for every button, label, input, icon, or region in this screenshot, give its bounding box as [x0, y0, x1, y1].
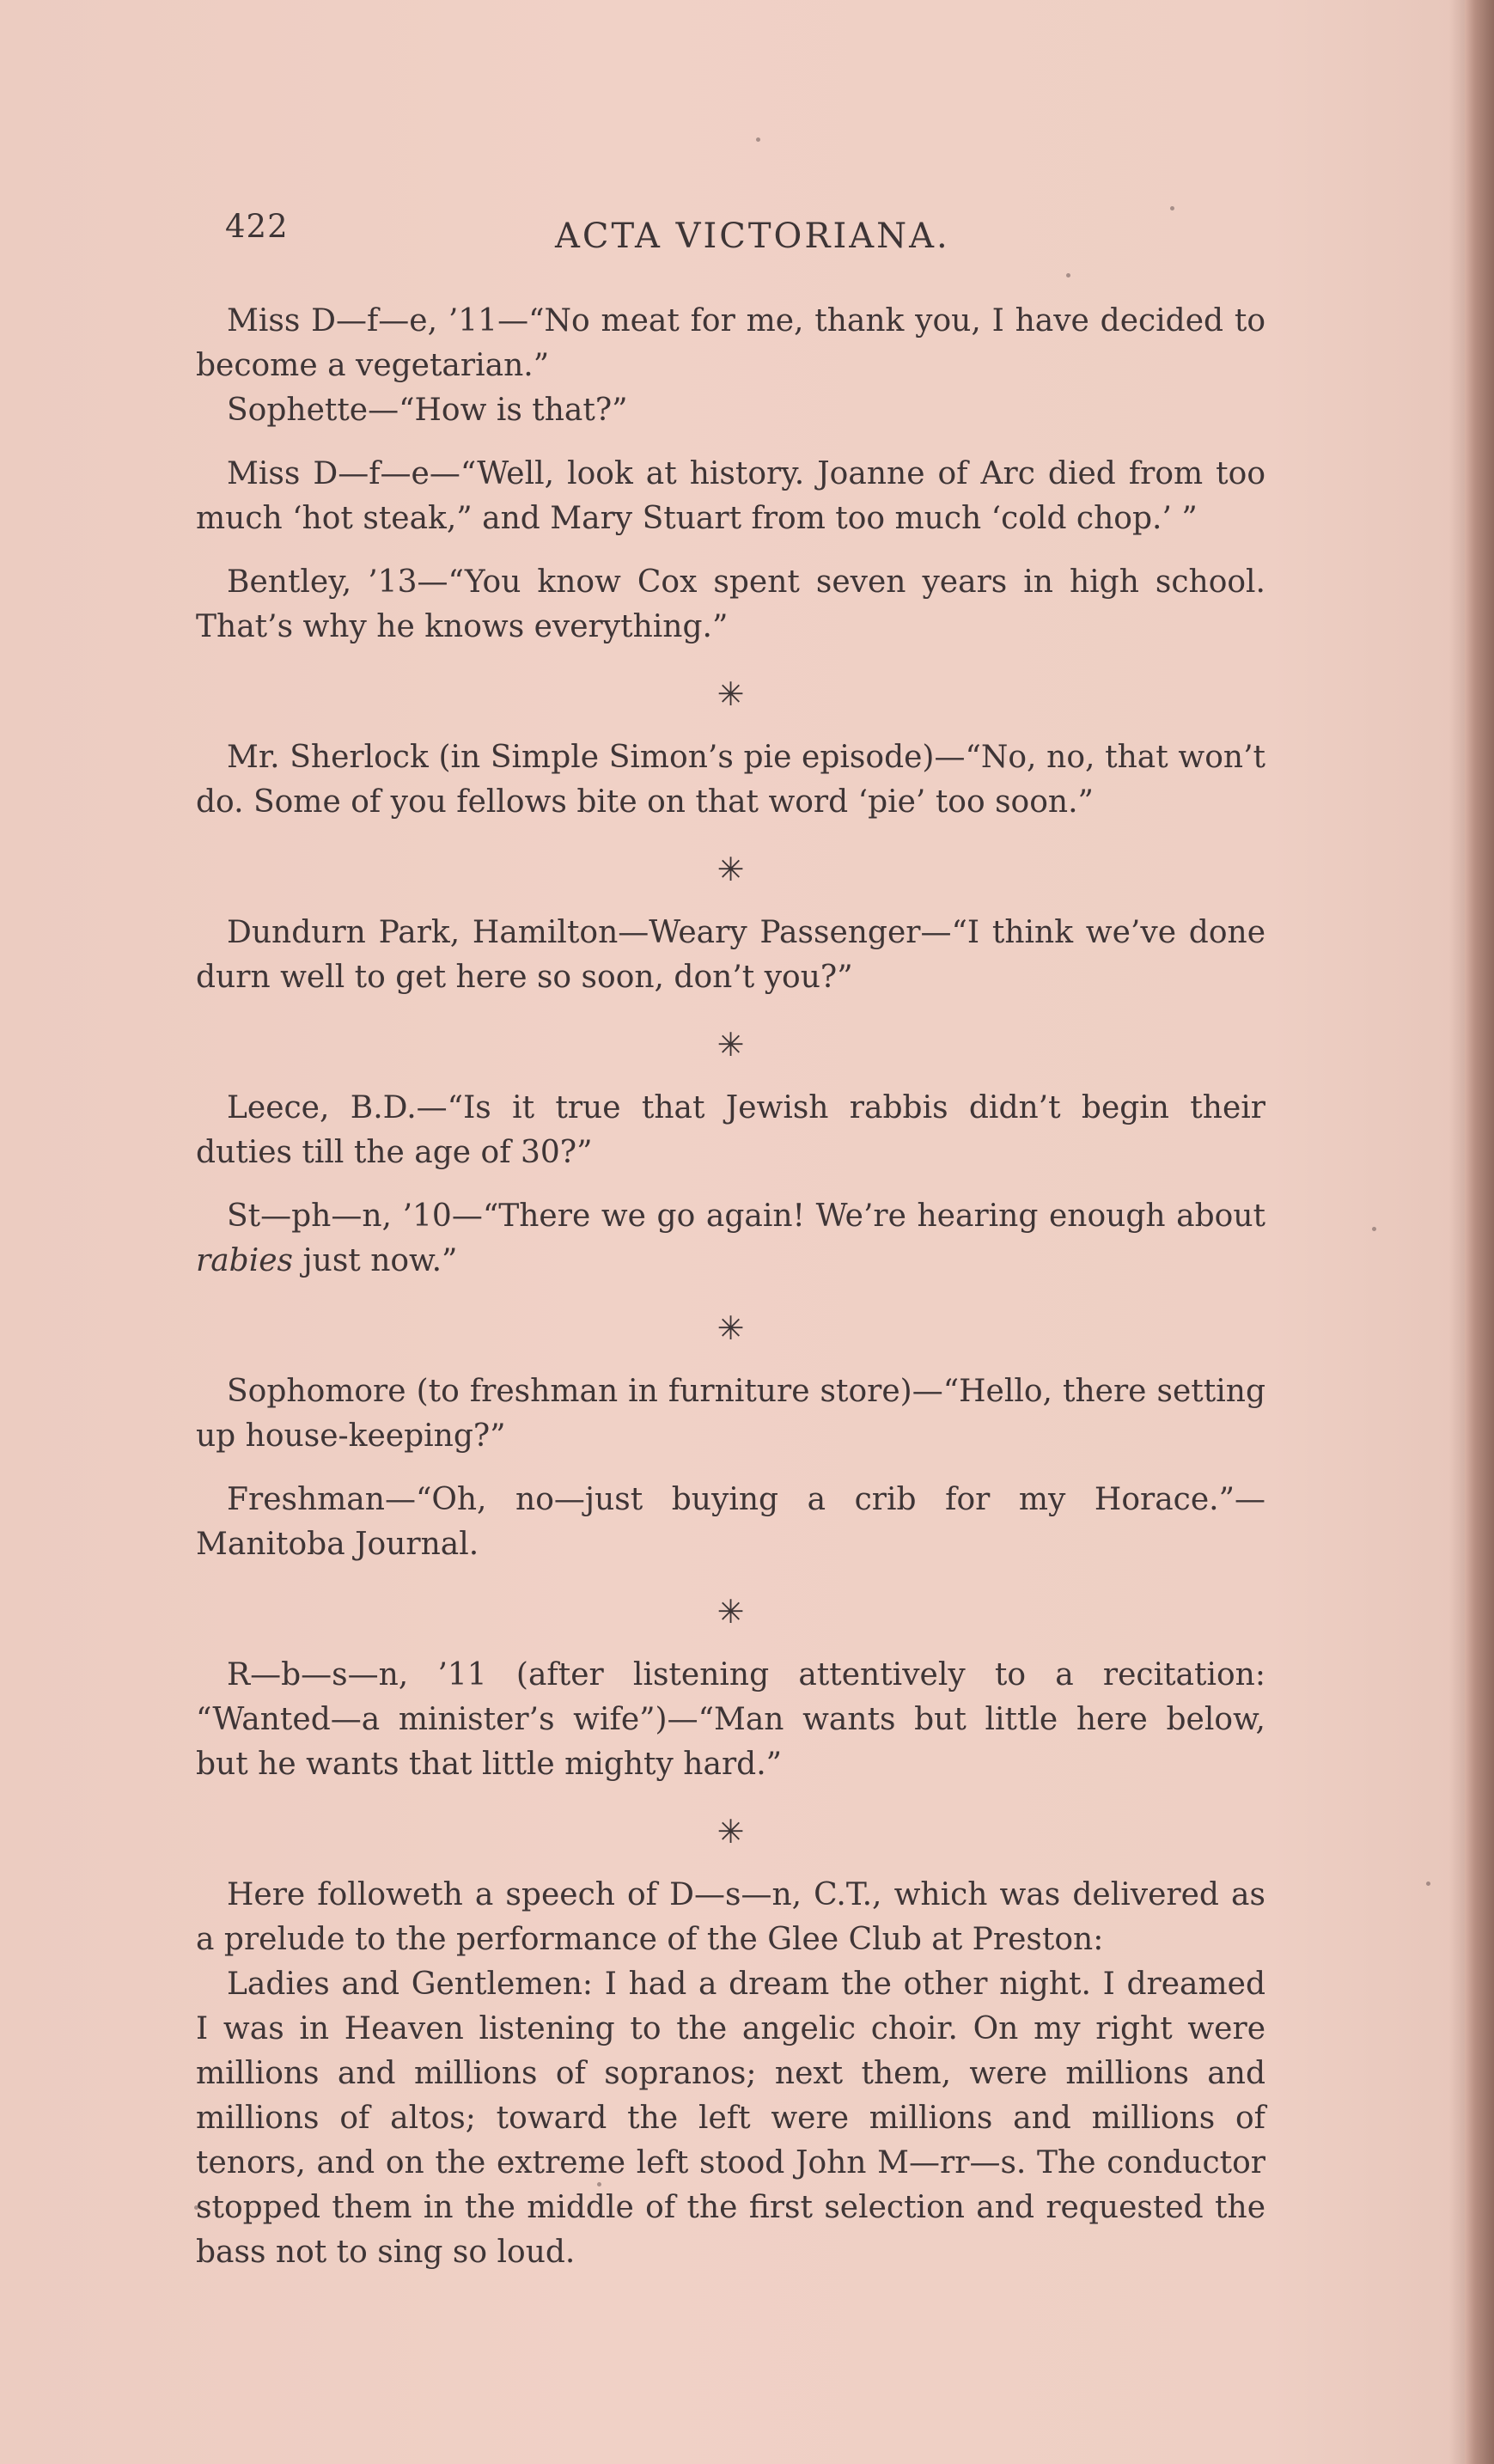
italic-word: rabies	[196, 1243, 294, 1278]
page-header	[225, 204, 1273, 265]
paragraph: Miss D—f—e, ’11—“No meat for me, thank you, I have decided to become a vegetarian.”	[196, 303, 1265, 383]
paragraph-text: just now.”	[302, 1243, 458, 1278]
paragraph-text: St—ph—n, ’10—“There we go again! We’re hearing enough about	[227, 1198, 1265, 1234]
paragraph: Mr. Sherlock (in Simple Simon’s pie episode)—“No, no, that won’t do. Some of you fellows bite on that word ‘pie’ too soon.”	[196, 740, 1265, 820]
section-separator: ✳	[717, 1593, 745, 1631]
section-separator: ✳	[717, 1309, 745, 1347]
running-head: ACTA VICTORIANA.	[555, 217, 950, 256]
paper-speck	[1372, 1227, 1376, 1231]
paragraph: Leece, B.D.—“Is it true that Jewish rabbis didn’t begin their duties till the age of 30?”	[196, 1090, 1265, 1170]
paragraph: Bentley, ’13—“You know Cox spent seven years in high school. That’s why he knows everything.”	[196, 564, 1265, 644]
paragraph: Dundurn Park, Hamilton—Weary Passenger—“I think we’ve done durn well to get here so soon, don’t you?”	[196, 915, 1265, 995]
paragraph: Sophomore (to freshman in furniture store)—“Hello, there setting up house-keeping?”	[196, 1374, 1265, 1454]
paragraph: Here followeth a speech of D—s—n, C.T., which was delivered as a prelude to the performance of the Glee Club at Preston:	[196, 1877, 1265, 1957]
spine-shadow	[1449, 0, 1465, 2464]
section-separator: ✳	[717, 675, 745, 713]
paragraph: Ladies and Gentlemen: I had a dream the other night. I dreamed I was in Heaven listening to the angelic choir. On my right were millions and millions of sopranos; next them, were millions and millions of altos; toward the left were millions and millions of tenors, and on the extreme left stood John M—rr—s. The conductor stopped them in the middle of the first selection and requested the bass not to sing so loud.	[196, 1967, 1265, 2270]
paragraph: Freshman—“Oh, no—just buying a crib for my Horace.”—Manitoba Journal.	[196, 1482, 1265, 1562]
paper-speck	[756, 137, 760, 142]
book-spine	[1465, 0, 1494, 2464]
section-separator: ✳	[717, 851, 745, 888]
paragraph: R—b—s—n, ’11 (after listening attentively to a recitation: “Wanted—a minister’s wife”)—“Man wants but little here below, but he wants that little mighty hard.”	[196, 1657, 1265, 1782]
section-separator: ✳	[717, 1813, 745, 1851]
paper-speck	[1066, 273, 1070, 278]
paper-speck	[1426, 1882, 1430, 1886]
page-body	[196, 299, 1265, 2275]
page-number: 422	[225, 208, 289, 245]
paragraph: Sophette—“How is that?”	[227, 393, 628, 428]
paragraph: Miss D—f—e—“Well, look at history. Joanne of Arc died from too much ‘hot steak,” and Mary Stuart from too much ‘cold chop.’ ”	[196, 456, 1265, 536]
paragraph	[196, 1194, 1265, 1284]
section-separator: ✳	[717, 1026, 745, 1064]
